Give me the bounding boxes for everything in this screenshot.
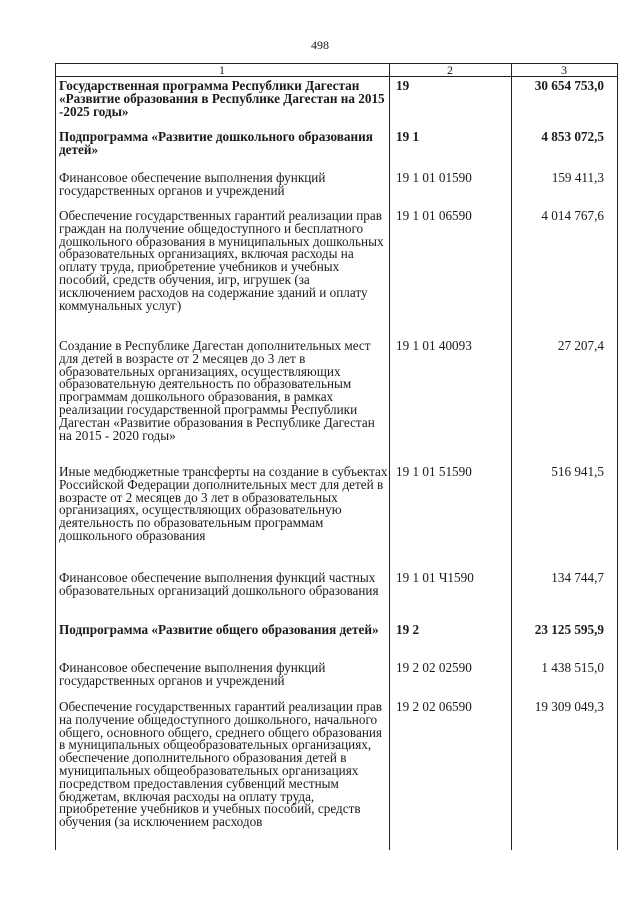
row-name: Иные медбюджетные трансферты на создание в субъектах Российской Федерации дополнительных мест для детей в возрасте от 2 месяцев до 3 лет в образовательных организациях, осуществляющих образовательную деятельность по образовательным программам дошкольного образования: [59, 464, 388, 543]
row-code: 19 1 01 06590: [396, 208, 472, 223]
row-name: Финансовое обеспечение выполнения функций государственных органов и учреждений: [59, 660, 326, 688]
row-name: Обеспечение государственных гарантий реализации прав граждан на получение общедоступного и бесплатного дошкольного образования в муниципальных дошкольных образовательных организациях, включая расходы на оплату труда, приобретение учебников и учебных пособий, средств обучения, игр, игрушек (за исключением расходов на содержание зданий и оплату коммунальных услуг): [59, 208, 384, 313]
row-code: 19 1 01 40093: [396, 338, 472, 353]
table-border-left: [55, 63, 56, 850]
page-number: 498: [311, 38, 329, 52]
row-amount: 19 309 049,3: [534, 699, 604, 714]
row-code: 19 1 01 Ч1590: [396, 570, 474, 585]
row-amount: 134 744,7: [551, 570, 604, 585]
column-header-3: 3: [561, 63, 567, 77]
row-amount: 23 125 595,9: [534, 622, 604, 637]
row-code: 19 1: [396, 129, 420, 144]
row-code: 19 1 01 01590: [396, 170, 472, 185]
row-amount: 27 207,4: [557, 338, 604, 353]
row-name: Финансовое обеспечение выполнения функций государственных органов и учреждений: [59, 170, 326, 198]
row-code: 19: [396, 78, 410, 93]
row-name: Подпрограмма «Развитие общего образования детей»: [59, 622, 379, 637]
row-name: Подпрограмма «Развитие дошкольного образования детей»: [59, 129, 373, 157]
row-name: Государственная программа Республики Дагестан «Развитие образования в Республике Дагестан на 2015 -2025 годы»: [59, 78, 385, 119]
row-code: 19 2 02 02590: [396, 660, 472, 675]
header-divider: [55, 76, 618, 77]
row-name: Обеспечение государственных гарантий реализации прав на получение общедоступного дошкольного, начального общего, основного общего, среднего общего образования в муниципальных общеобразовательных организациях, обеспечение дополнительного образования детей в муниципальных общеобразовательных организациях посредством предоставления субвенций местным бюджетам, включая расходы на оплату труда, приобретение учебников и учебных пособий, средств обучения (за исключением расходов: [59, 699, 382, 830]
row-name: Финансовое обеспечение выполнения функций частных образовательных организаций дошкольного образования: [59, 570, 379, 598]
column-header-2: 2: [447, 63, 453, 77]
row-amount: 4 014 767,6: [541, 208, 604, 223]
column-header-1: 1: [219, 63, 225, 77]
row-amount: 516 941,5: [551, 464, 604, 479]
row-amount: 159 411,3: [551, 170, 604, 185]
row-code: 19 2 02 06590: [396, 699, 472, 714]
row-amount: 1 438 515,0: [541, 660, 604, 675]
row-amount: 30 654 753,0: [534, 78, 604, 93]
row-code: 19 1 01 51590: [396, 464, 472, 479]
column-divider-1: [389, 63, 390, 850]
row-code: 19 2: [396, 622, 420, 637]
row-name: Создание в Республике Дагестан дополнительных мест для детей в возрасте от 2 месяцев до 3 лет в образовательных организациях, осуществляющих образовательную деятельность по образовательным программам дошкольного образования, в рамках реализации государственной программы Республики Дагестан «Развитие образования в Республике Дагестан на 2015 - 2020 годы»: [59, 338, 375, 443]
row-amount: 4 853 072,5: [541, 129, 604, 144]
table-border-right: [617, 63, 618, 850]
budget-table: [55, 63, 618, 850]
